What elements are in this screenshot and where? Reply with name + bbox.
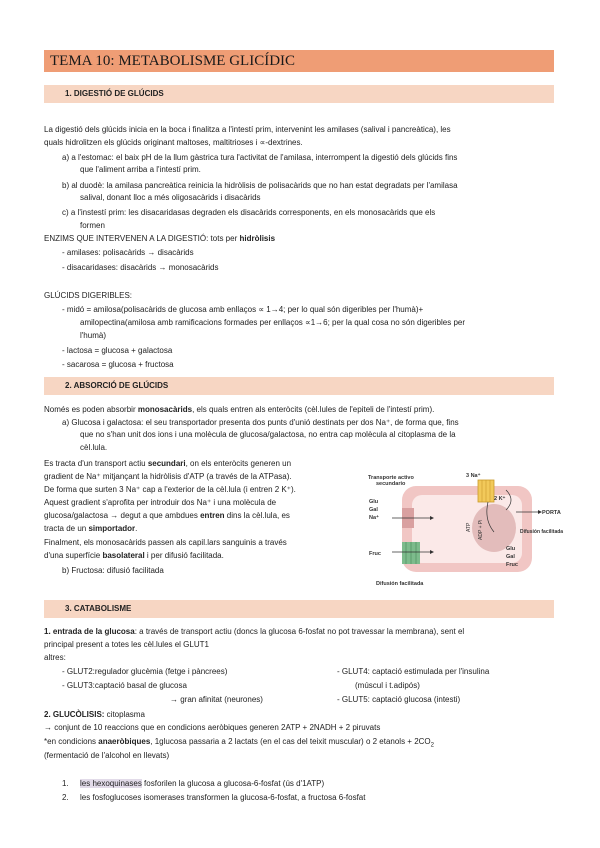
diagram-label-difusion-right: Difusión facilitada: [520, 529, 564, 535]
s2-item-b: b) Fructosa: difusió facilitada: [62, 566, 164, 575]
s2-p1-bold: monosacàrids: [137, 405, 193, 414]
s1-digerible-2: amilopectina(amilosa amb ramificacions formades per enllaços ∝1→6; per la qual cosa no són digeribles per: [80, 318, 466, 327]
section-3-header: [44, 600, 554, 618]
s3-glut4-detail: (múscul i t.adipós): [355, 681, 420, 690]
s1-digerible-3: l'humà): [80, 331, 106, 340]
s2-t5-text-2: dins la cèl.lula, es: [224, 511, 290, 520]
s3-entrada-2: principal present a totes les cèl.lules el GLUT1: [44, 640, 209, 649]
s3-glucolisis-1: → conjunt de 10 reaccions que en condicions aeròbiques generen 2ATP + 2NADH + 2 piruvats: [44, 723, 381, 732]
s2-transport-4: Aquest gradient s'aprofita per introduir dos Na⁺ i una molècula de: [44, 498, 277, 507]
s3-glut5: - GLUT5: captació glucosa (intesti): [337, 695, 461, 704]
title-bar: [44, 50, 554, 72]
s3-step-2-number: 2.: [62, 793, 69, 802]
s2-t8-bold: basolateral: [102, 551, 145, 560]
s1-digerible-1: - midó = amilosa(polisacàrids de glucosa amb enllaços ∝ 1→4; per lo qual són digeribles per l'humà)+: [62, 305, 424, 314]
s1-item-c-1: c) a l'instestí prim: les disacaridasas degraden els disacàrids corresponents, en els monosacàrids que els: [62, 208, 436, 217]
s3-gl2-bold: anaeròbiques: [98, 737, 151, 746]
s2-t6-bold: simportador: [88, 524, 136, 533]
s3-gl2-text-2: , 1glucosa passaria a 2 lactats (en el cas del teixit muscular) o 2 etanols + 2CO: [150, 737, 431, 746]
s2-transport-1: [44, 458, 291, 469]
absorption-diagram: [366, 470, 566, 590]
s2-p1-text: Només es poden absorbir: [44, 405, 138, 414]
section-2-heading: 2. ABSORCIÓ DE GLÚCIDS: [65, 381, 169, 390]
diagram-label-atp: ATP: [466, 522, 472, 532]
s2-t6-text: tracta de un: [44, 524, 89, 533]
s1-item-b-2: salival, donant lloc a més oligosacàrids i disacàrids: [80, 193, 261, 202]
s2-item-a-2: que no s'han unit dos ions i una molècula de glucosa/galactosa, no entra cap molècula al citoplasma de la: [80, 430, 456, 439]
s3-glucolisis-3: (fermentació de l'alcohol en llevats): [44, 751, 170, 760]
s1-digeribles-heading: GLÚCIDS DIGERIBLES:: [44, 291, 133, 300]
s1-item-a-2: que l'aliment arriba a l'intestí prim.: [80, 165, 201, 174]
s2-transport-3: De forma que surten 3 Na⁺ cap a l'exterior de la cèl.lula (i entren 2 K⁺).: [44, 485, 296, 494]
s1-enzyms: [44, 233, 275, 244]
s2-t6-text-2: .: [135, 524, 138, 533]
diagram-label-glu-2: Glu: [506, 546, 516, 552]
s3-altres: altres:: [44, 653, 66, 662]
diagram-label-secundario: secundario: [376, 481, 406, 487]
s2-item-a-3: cèl.lula.: [80, 443, 108, 452]
s2-t1-text-2: , on els enteròcits generen un: [185, 459, 292, 468]
s3-step-1-number: 1.: [62, 779, 69, 788]
s2-item-a-1: a) Glucosa i galactosa: el seu transportador presenta dos punts d'unió destinats per dos Na⁺, de forma que, fins: [62, 418, 459, 427]
s3-glut3: - GLUT3:captació basal de glucosa: [62, 681, 187, 690]
s1-digerible-sacarosa: - sacarosa = glucosa + fructosa: [62, 360, 174, 369]
s2-t5-bold: entren: [200, 511, 225, 520]
s3-entrada-text: : a través de transport actiu (doncs la glucosa 6-fosfat no pot travessar la membrana), sent el: [134, 627, 465, 636]
s3-step-2: les fosfoglucoses isomerases transformen la glucosa-6-fosfat, a fructosa 6-fosfat: [80, 793, 366, 802]
diagram-label-gal: Gal: [369, 507, 378, 513]
diagram-label-3na: 3 Na⁺: [466, 473, 481, 479]
s2-transport-7: Finalment, els monosacàrids passen als capil.lars sanguinis a través: [44, 538, 287, 547]
s3-gl2-sub: 2: [430, 742, 434, 749]
diagram-label-fruc-2: Fruc: [506, 562, 518, 568]
section-1-heading: 1. DIGESTIÓ DE GLÚCIDS: [65, 89, 164, 98]
diagram-label-na: Na⁺: [369, 515, 379, 521]
s3-glut2: - GLUT2:regulador glucèmia (fetge i pàncrees): [62, 667, 228, 676]
s3-step-1: [80, 778, 324, 789]
s1-intro-1: La digestió dels glúcids inicia en la boca i finalitza a l'intestí prim, intervenint les amilases (salival i pancreàtica), les: [44, 125, 451, 134]
s2-t8-text: d'una superfície: [44, 551, 103, 560]
diagram-label-transport: Transporte activo: [368, 475, 414, 481]
s1-intro-2: quals hidrolitzen els glúcids originant maltoses, maltitrioses i ∝-dextrines.: [44, 138, 303, 147]
s2-t1-bold: secundari: [147, 459, 186, 468]
diagram-label-difusion-bottom: Difusión facilitada: [376, 581, 424, 587]
s1-enzym-amilases: - amilases: polisacàrids → disacàrids: [62, 248, 194, 257]
s3-glut4: - GLUT4: captació estimulada per l'insulina: [337, 667, 490, 676]
s1-item-c-2: formen: [80, 221, 105, 230]
s2-t8-text-2: i per difusió facilitada.: [144, 551, 224, 560]
diagram-label-adp: ADP + Pi: [478, 519, 484, 540]
s3-glut3-detail: → gran afinitat (neurones): [170, 695, 263, 704]
s2-t5-text: glucosa/galactosa → degut a que ambdues: [44, 511, 201, 520]
s2-transport-5: [44, 510, 290, 521]
page-title: TEMA 10: METABOLISME GLICÍDIC: [50, 53, 296, 69]
section-1-header: [44, 85, 554, 103]
s2-t1-text: Es tracta d'un transport actiu: [44, 459, 148, 468]
diagram-label-fruc: Fruc: [369, 551, 381, 557]
s2-transport-2: gradient de Na⁺ mitjançant la hidròlisis d'ATP (a través de la ATPasa).: [44, 472, 292, 481]
diagram-label-porta: PORTA: [542, 510, 561, 516]
section-2-header: [44, 377, 554, 395]
s3-step-1-highlight: les hexoquinases: [80, 779, 142, 788]
s1-enzym-disacaridases: - disacaridases: disacàrids → monosacàrids: [62, 263, 219, 272]
s3-step-1-text: fosforilen la glucosa a glucosa-6-fosfat (ús d'1ATP): [141, 779, 325, 788]
s2-paragraph-1: [44, 404, 434, 415]
s3-glucolisis-bold: 2. GLUCÒLISIS:: [44, 710, 105, 719]
diagram-label-gal-2: Gal: [506, 554, 515, 560]
diagram-label-glu: Glu: [369, 499, 379, 505]
s3-gl2-text: *en condicions: [44, 737, 99, 746]
s3-glucolisis-text: citoplasma: [104, 710, 145, 719]
s2-p1-text-2: , els quals entren als enteròcits (cèl.lules de l'epiteli de l'intestí prim).: [192, 405, 435, 414]
s1-enzyms-bold: hidròlisis: [239, 234, 276, 243]
s3-entrada-bold: 1. entrada de la glucosa: [44, 627, 135, 636]
diagram-label-2k: 2 K⁺: [494, 496, 506, 502]
s3-entrada-1: [44, 626, 464, 637]
s3-glucolisis-heading: [44, 709, 145, 720]
s2-transport-8: [44, 550, 224, 561]
section-3-heading: 3. CATABOLISME: [65, 604, 132, 613]
s1-digerible-lactosa: - lactosa = glucosa + galactosa: [62, 346, 173, 355]
s1-item-a-1: a) a l'estomac: el baix pH de la llum gàstrica tura l'activitat de l'amilasa, interrompent la digestió dels glúcids fins: [62, 153, 458, 162]
s2-transport-6: [44, 523, 137, 534]
s1-item-b-1: b) al duodè: la amilasa pancreàtica reinicia la hidròlisis de polisacàrids que no han estat degradats per l'amilasa: [62, 181, 458, 190]
s1-enzyms-text: ENZIMS QUE INTERVENEN A LA DIGESTIÓ: tots per: [44, 234, 240, 243]
